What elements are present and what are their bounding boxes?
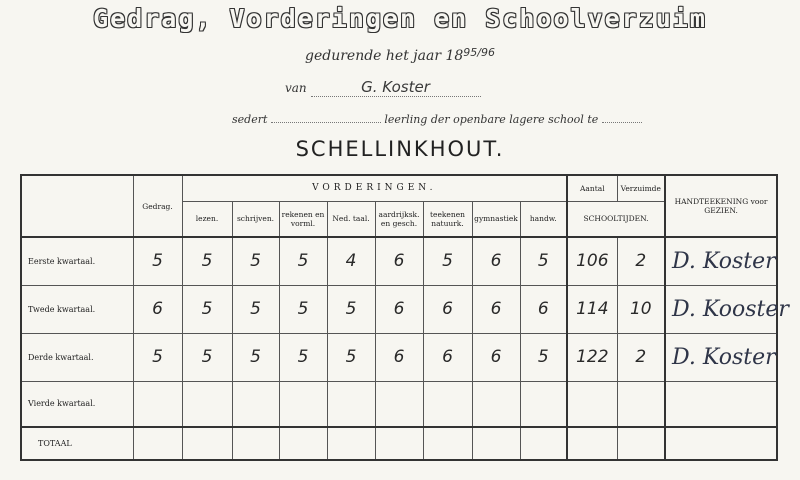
school-field <box>602 122 642 123</box>
subject-grade: 4 <box>327 237 375 285</box>
subject-grade: 6 <box>472 333 520 381</box>
total-row <box>21 427 777 460</box>
conduct-grade: 5 <box>133 237 182 285</box>
table-row <box>21 333 777 381</box>
school-times-header: SCHOOLTIJDEN. <box>567 201 665 237</box>
of-label: van <box>285 81 307 95</box>
subject-grade: 6 <box>423 333 472 381</box>
subject-grade: 5 <box>182 237 232 285</box>
quarter-label: Twede kwartaal. <box>21 285 133 333</box>
subject-header: teekenen natuurk. <box>423 201 472 237</box>
subject-grade: 5 <box>279 237 327 285</box>
conduct-grade <box>133 381 182 427</box>
since-field <box>271 122 381 123</box>
signature-header: HANDTEEKENING voor GEZIEN. <box>665 175 777 237</box>
subject-header: gymnastiek <box>472 201 520 237</box>
signature: D. Koster <box>665 333 777 381</box>
subject-grade <box>423 381 472 427</box>
count-header: Aantal <box>567 175 617 201</box>
since-rest: leerling der openbare lagere school te <box>384 113 599 126</box>
subject-header: Ned. taal. <box>327 201 375 237</box>
school-times-count: 106 <box>567 237 617 285</box>
subject-grade: 6 <box>375 237 423 285</box>
signature <box>665 381 777 427</box>
total-cell <box>279 427 327 460</box>
subject-grade: 5 <box>232 285 279 333</box>
subject-grade <box>327 381 375 427</box>
pupil-line <box>285 78 481 97</box>
absent-header: Verzuimde <box>617 175 665 201</box>
total-cell <box>567 427 617 460</box>
subject-header: schrijven. <box>232 201 279 237</box>
absences-count: 10 <box>617 285 665 333</box>
subject-grade: 5 <box>327 333 375 381</box>
subject-grade: 5 <box>182 333 232 381</box>
subject-grade: 5 <box>232 237 279 285</box>
total-cell <box>133 427 182 460</box>
total-cell <box>182 427 232 460</box>
school-times-count: 122 <box>567 333 617 381</box>
subject-grade <box>232 381 279 427</box>
grades-table <box>20 174 789 461</box>
total-label: TOTAAL <box>21 427 133 460</box>
pupil-name: G. Koster <box>361 78 430 96</box>
subject-grade: 6 <box>375 285 423 333</box>
quarter-label: Eerste kwartaal. <box>21 237 133 285</box>
subject-grade: 6 <box>520 285 567 333</box>
progress-header: VORDERINGEN. <box>182 175 567 201</box>
table-row <box>21 237 777 285</box>
school-year: 95/96 <box>463 46 495 59</box>
total-cell <box>375 427 423 460</box>
subject-header: lezen. <box>182 201 232 237</box>
since-label: sedert <box>232 113 268 126</box>
subject-grade <box>520 381 567 427</box>
town-name: SCHELLINKHOUT. <box>295 137 505 161</box>
conduct-grade: 6 <box>133 285 182 333</box>
subject-grade: 5 <box>279 285 327 333</box>
total-cell <box>520 427 567 460</box>
subject-grade <box>279 381 327 427</box>
table-row <box>21 381 777 427</box>
quarter-label: Vierde kwartaal. <box>21 381 133 427</box>
total-cell <box>327 427 375 460</box>
pupil-name-field <box>311 78 481 97</box>
signature: D. Kooster <box>665 285 777 333</box>
subject-grade: 5 <box>327 285 375 333</box>
row-label-header <box>21 175 133 237</box>
school-year-line <box>0 46 800 64</box>
report-title: Gedrag, Vorderingen en Schoolverzuim <box>93 4 707 33</box>
subject-grade: 5 <box>182 285 232 333</box>
total-cell <box>665 427 777 460</box>
conduct-header: Gedrag. <box>133 175 182 237</box>
school-times-count: 114 <box>567 285 617 333</box>
subject-grade: 6 <box>472 237 520 285</box>
absences-count <box>617 381 665 427</box>
subject-grade <box>182 381 232 427</box>
during-label: gedurende het jaar 18 <box>305 48 464 64</box>
absences-count: 2 <box>617 237 665 285</box>
table-row <box>21 285 777 333</box>
subject-header: aardrijksk. en gesch. <box>375 201 423 237</box>
total-cell <box>423 427 472 460</box>
subject-header: handw. <box>520 201 567 237</box>
total-cell <box>472 427 520 460</box>
subject-grade: 5 <box>423 237 472 285</box>
subject-grade <box>375 381 423 427</box>
table-header-row-1 <box>21 175 777 201</box>
school-times-count <box>567 381 617 427</box>
subject-grade: 6 <box>423 285 472 333</box>
total-cell <box>232 427 279 460</box>
subject-header: rekenen en vorml. <box>279 201 327 237</box>
conduct-grade: 5 <box>133 333 182 381</box>
subject-grade: 5 <box>520 237 567 285</box>
subject-grade: 6 <box>375 333 423 381</box>
since-line <box>232 113 642 126</box>
subject-grade: 5 <box>520 333 567 381</box>
quarter-label: Derde kwartaal. <box>21 333 133 381</box>
absences-count: 2 <box>617 333 665 381</box>
signature: D. Koster <box>665 237 777 285</box>
total-cell <box>617 427 665 460</box>
subject-grade: 6 <box>472 285 520 333</box>
subject-grade: 5 <box>232 333 279 381</box>
subject-grade <box>472 381 520 427</box>
subject-grade: 5 <box>279 333 327 381</box>
